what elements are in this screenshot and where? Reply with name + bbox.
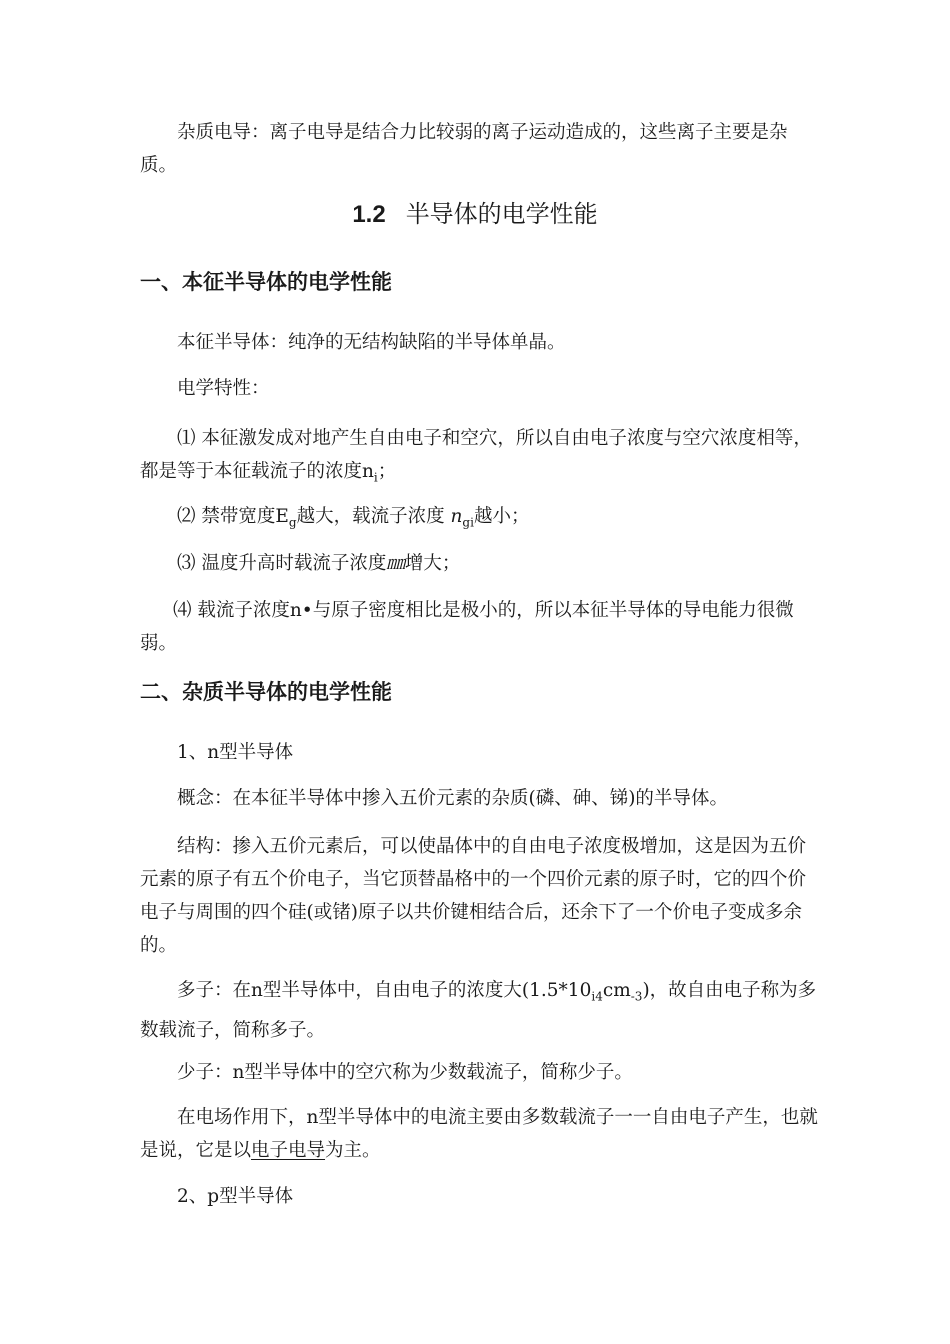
property-item-1-sub: i <box>373 470 378 485</box>
property-item-3-glyph: ㎜ <box>386 553 405 574</box>
property-item-1-text: ⑴ 本征激发成对地产生自由电子和空穴，所以自由电子浓度与空穴浓度相等，都是等于本征载流子的浓度n <box>140 428 812 482</box>
electronic-conduction-term: 电子电导 <box>251 1140 326 1161</box>
ntype-structure: 结构：掺入五价元素后，可以使晶体中的自由电子浓度极增加，这是因为五价元素的原子有五个价电子，当它顶替晶格中的一个四价元素的原子时，它的四个价电子与周围的四个硅(或锗)原子以共价键相结合后，还余下了一个价电子变成多余的。 <box>140 836 807 956</box>
property-item-2-c: 越小； <box>473 506 530 527</box>
section-number: 1.2 <box>352 201 386 228</box>
majority-exponent-2: -3 <box>630 989 643 1004</box>
property-item-2 <box>177 504 529 536</box>
section-title-text: 半导体的电学性能 <box>405 201 598 228</box>
ntype-minority-carriers: 少子：n型半导体中的空穴称为少数载流子，简称少子。 <box>177 1062 633 1083</box>
property-item-2-n: n <box>450 506 463 527</box>
current-text-b: 为主。 <box>325 1140 381 1161</box>
property-item-3-a: ⑶ 温度升高时载流子浓度 <box>177 553 387 574</box>
ptype-title: 2、p型半导体 <box>177 1186 294 1207</box>
majority-text-b: cm <box>602 980 631 1001</box>
majority-exponent: i4 <box>591 989 603 1004</box>
ntype-current-paragraph <box>140 1101 820 1167</box>
majority-text-c: )，故自由电子称为多数载流子，简称多子。 <box>140 980 817 1041</box>
property-item-1-end: ； <box>377 461 397 482</box>
impurity-conduction-paragraph: 杂质电导：离子电导是结合力比较弱的离子运动造成的，这些离子主要是杂质。 <box>140 122 788 176</box>
property-item-3 <box>177 551 460 577</box>
property-item-2-gi: gi <box>462 515 474 530</box>
property-item-4: ⑷ 载流子浓度n•与原子密度相比是极小的，所以本征半导体的导电能力很微弱。 <box>140 600 794 654</box>
property-item-2-b: 越大，载流子浓度 <box>296 506 445 527</box>
property-item-2-a: ⑵ 禁带宽度E <box>177 506 289 527</box>
majority-text-a: 多子：在n型半导体中，自由电子的浓度大(1.5*10 <box>177 980 592 1001</box>
ntype-concept: 概念：在本征半导体中掺入五价元素的杂质(磷、砷、锑)的半导体。 <box>177 788 728 809</box>
property-item-2-sub: g <box>288 515 297 530</box>
current-text-a: 在电场作用下，n型半导体中的电流主要由多数载流子一一自由电子产生，也就是说，它是以 <box>140 1107 818 1161</box>
part1-heading: 一、本征半导体的电学性能 <box>140 269 392 294</box>
part2-heading: 二、杂质半导体的电学性能 <box>140 679 392 704</box>
section-heading <box>0 200 950 230</box>
intrinsic-definition: 本征半导体：纯净的无结构缺陷的半导体单晶。 <box>177 332 566 353</box>
ntype-majority-carriers <box>140 974 820 1047</box>
property-item-3-b: 增大； <box>404 553 461 574</box>
ntype-title: 1、n型半导体 <box>177 742 294 763</box>
property-item-1 <box>140 422 820 495</box>
electrical-properties-label: 电学特性： <box>177 378 270 399</box>
